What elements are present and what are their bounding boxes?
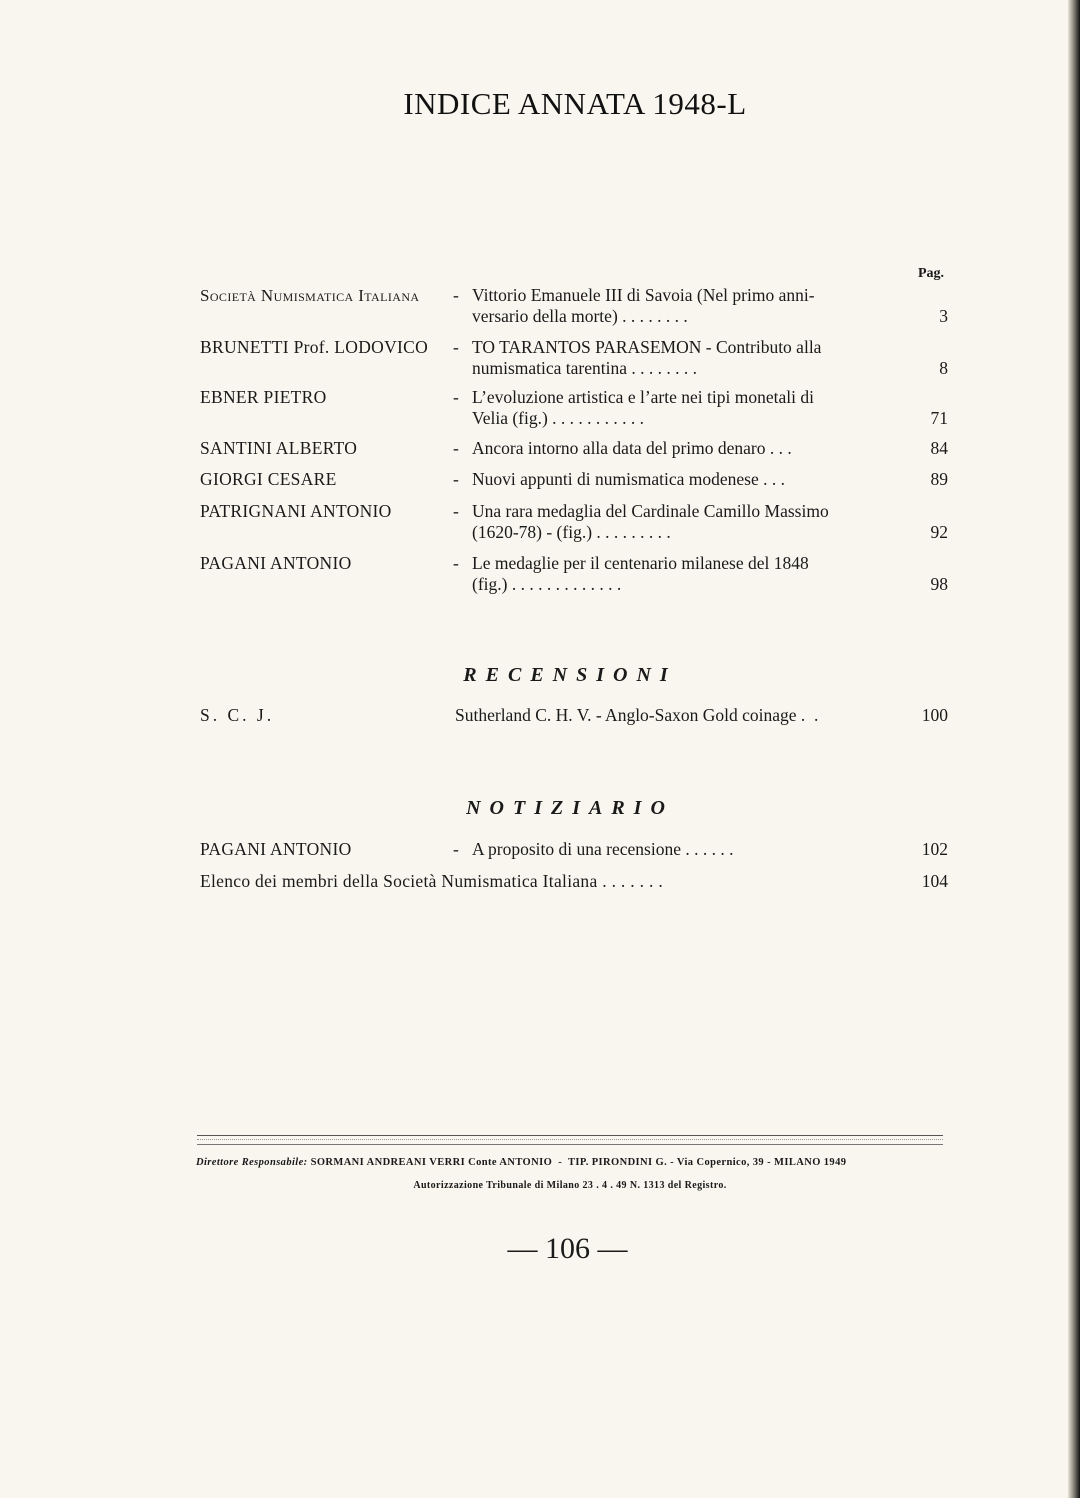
entry-dash: - [453, 387, 459, 407]
entry-author: SANTINI ALBERTO [200, 438, 358, 458]
members-list-title: Elenco dei membri della Società Numismatica Italiana . . . . . . . [200, 871, 663, 891]
footer-rule-dotted [197, 1139, 943, 1140]
entry-title [472, 285, 904, 327]
section-heading-notiziario: NOTIZIARIO [466, 797, 674, 819]
entry-author: BRUNETTI Prof. LODOVICO [200, 337, 429, 357]
entry-title-line: numismatica tarentina . . . . . . . . [472, 358, 698, 378]
entry-page: 102 [921, 839, 948, 859]
imprint-line [196, 1157, 846, 1168]
entry-page: 3 [939, 306, 948, 326]
entry-title-line: Vittorio Emanuele III di Savoia (Nel primo anni- [472, 285, 815, 305]
footer-rule [197, 1135, 943, 1145]
page-number: — 106 — [507, 1232, 628, 1265]
entry-author: GIORGI CESARE [200, 469, 337, 489]
review-author: S. C. J. [200, 705, 275, 725]
entry-dash: - [453, 285, 459, 305]
entry-title [472, 387, 904, 429]
entry-dash: - [453, 501, 459, 521]
entry-page: 84 [930, 438, 948, 458]
entry-page: 104 [921, 871, 948, 891]
entry-dash: - [453, 553, 459, 573]
entry-title-line: versario della morte) . . . . . . . . [472, 306, 688, 326]
page-edge-shadow [1068, 0, 1080, 1498]
entry-title-line: Velia (fig.) . . . . . . . . . . . [472, 408, 645, 428]
entry-author: PAGANI ANTONIO [200, 553, 352, 573]
entry-title-line: Le medaglie per il centenario milanese del 1848 [472, 553, 809, 573]
index-title: INDICE ANNATA 1948-L [403, 86, 747, 121]
entry-title-line: Ancora intorno alla data del primo denaro . . . [472, 438, 792, 458]
entry-author [200, 285, 419, 307]
entry-title [472, 469, 904, 490]
review-page: 100 [921, 705, 948, 725]
entry-author-name: Società Numismatica Italiana [200, 286, 420, 305]
entry-title [472, 337, 904, 379]
entry-author: PAGANI ANTONIO [200, 839, 352, 859]
entry-dash: - [453, 469, 459, 489]
entry-title [472, 839, 904, 860]
imprint-details: SORMANI ANDREANI VERRI Conte ANTONIO - TIP. PIRONDINI G. - Via Copernico, 39 - MILANO 1949 [307, 1157, 847, 1168]
entry-title-line: (fig.) . . . . . . . . . . . . . [472, 574, 622, 594]
entry-dash: - [453, 839, 459, 859]
entry-title-line: Una rara medaglia del Cardinale Camillo Massimo [472, 501, 829, 521]
entry-title-line: Nuovi appunti di numismatica modenese . . . [472, 469, 786, 489]
entry-author: PATRIGNANI ANTONIO [200, 501, 392, 521]
entry-page: 92 [930, 522, 948, 542]
entry-title-line: L’evoluzione artistica e l’arte nei tipi monetali di [472, 387, 814, 407]
section-heading-recensioni: RECENSIONI [463, 664, 677, 686]
entry-dash: - [453, 438, 459, 458]
entry-title [472, 553, 904, 595]
entry-dash: - [453, 337, 459, 357]
entry-page: 89 [930, 469, 948, 489]
page-column-label: Pag. [918, 266, 945, 281]
imprint-role: Direttore Responsabile: [196, 1157, 308, 1168]
review-title: Sutherland C. H. V. - Anglo-Saxon Gold coinage . . [455, 705, 819, 725]
entry-title [472, 438, 904, 459]
entry-title-line: (1620-78) - (fig.) . . . . . . . . . [472, 522, 671, 542]
entry-page: 71 [930, 408, 948, 428]
authorization-line: Autorizzazione Tribunale di Milano 23 . 4 . 49 N. 1313 del Registro. [413, 1180, 727, 1191]
entry-page: 8 [939, 358, 948, 378]
entry-author: EBNER PIETRO [200, 387, 327, 407]
entry-title-line: A proposito di una recensione . . . . . . [472, 839, 734, 859]
entry-title [472, 501, 904, 543]
entry-page: 98 [930, 574, 948, 594]
entry-title-line: TO TARANTOS PARASEMON - Contributo alla [472, 337, 822, 357]
